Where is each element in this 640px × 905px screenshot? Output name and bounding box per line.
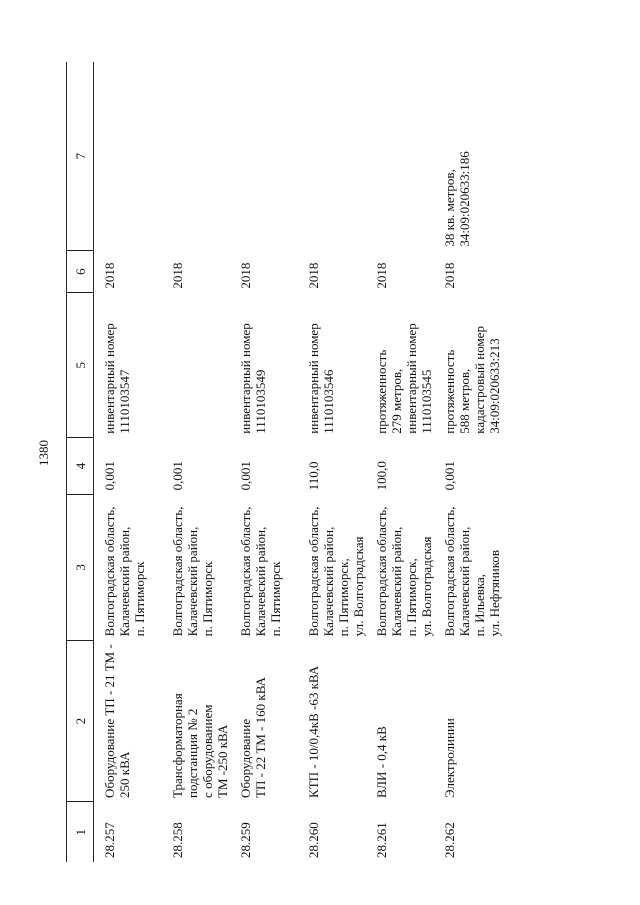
cell-line: инвентарный номер bbox=[102, 323, 117, 434]
object-name-cell bbox=[230, 640, 298, 802]
cell-line: инвентарный номер bbox=[404, 323, 419, 434]
header-col-2: 2 bbox=[67, 640, 94, 802]
year-cell: 2018 bbox=[102, 262, 117, 289]
extra-cell bbox=[298, 62, 366, 251]
object-name-cell bbox=[162, 640, 230, 802]
cell-line: 588 метров, bbox=[457, 368, 472, 434]
extra-cell bbox=[94, 62, 163, 251]
property-table bbox=[66, 62, 522, 862]
table-row bbox=[366, 62, 434, 862]
extra-cell bbox=[230, 62, 298, 251]
description-cell bbox=[162, 293, 230, 438]
cell-line: протяженность bbox=[442, 349, 457, 434]
cell-line: кадастровый номер bbox=[472, 326, 487, 434]
table-row bbox=[162, 62, 230, 862]
cell-line: п. Ильевка, bbox=[472, 574, 487, 637]
value-cell: 100,0 bbox=[374, 461, 389, 491]
page-number: 1380 bbox=[36, 440, 51, 466]
row-number-cell: 28.262 bbox=[442, 822, 457, 858]
cell-line: п. Пятиморск bbox=[200, 561, 215, 637]
description-cell bbox=[434, 293, 522, 438]
description-cell bbox=[230, 293, 298, 438]
header-col-7: 7 bbox=[67, 62, 94, 251]
extra-cell bbox=[434, 62, 522, 251]
object-name-cell bbox=[366, 640, 434, 802]
cell-line: Волгоградская область, bbox=[442, 506, 457, 637]
cell-line: Электролинии bbox=[442, 718, 457, 798]
cell-line: 34:09:020633:213 bbox=[487, 338, 502, 434]
cell-line: Волгоградская область, bbox=[374, 506, 389, 637]
cell-line: п. Пятиморск bbox=[132, 561, 147, 637]
cell-line: 38 кв. метров, bbox=[442, 169, 457, 247]
year-cell: 2018 bbox=[238, 262, 253, 289]
cell-line: ул. Нефтяников bbox=[487, 549, 502, 637]
table-row bbox=[94, 62, 163, 862]
cell-line: Калачевский район, bbox=[389, 526, 404, 637]
cell-line: Волгоградская область, bbox=[102, 506, 117, 637]
address-cell bbox=[366, 494, 434, 640]
value-cell: 0,001 bbox=[238, 461, 253, 491]
row-number-cell: 28.261 bbox=[374, 822, 389, 858]
address-cell bbox=[434, 494, 522, 640]
row-number-cell: 28.258 bbox=[170, 822, 185, 858]
row-number-cell: 28.259 bbox=[238, 822, 253, 858]
table-row bbox=[298, 62, 366, 862]
year-cell: 2018 bbox=[442, 262, 457, 289]
cell-line: п. Пятиморск, bbox=[336, 558, 351, 637]
year-cell: 2018 bbox=[306, 262, 321, 289]
cell-line: ВЛИ - 0,4 кВ bbox=[374, 726, 389, 798]
year-cell: 2018 bbox=[374, 262, 389, 289]
header-col-1: 1 bbox=[67, 802, 94, 862]
cell-line: подстанция № 2 bbox=[185, 708, 200, 798]
cell-line: Калачевский район, bbox=[185, 526, 200, 637]
header-col-6: 6 bbox=[67, 251, 94, 293]
cell-line: инвентарный номер bbox=[238, 323, 253, 434]
address-cell bbox=[230, 494, 298, 640]
cell-line: Калачевский район, bbox=[321, 526, 336, 637]
value-cell: 110,0 bbox=[306, 461, 321, 491]
cell-line: 1110103545 bbox=[419, 369, 434, 434]
cell-line: Трансформаторная bbox=[170, 693, 185, 798]
year-cell: 2018 bbox=[170, 262, 185, 289]
cell-line: Калачевский район, bbox=[253, 526, 268, 637]
header-col-5: 5 bbox=[67, 293, 94, 438]
value-cell: 0,001 bbox=[102, 461, 117, 491]
header-col-4: 4 bbox=[67, 438, 94, 495]
cell-line: ТМ -250 кВА bbox=[215, 724, 230, 798]
description-cell bbox=[366, 293, 434, 438]
value-cell: 0,001 bbox=[442, 461, 457, 491]
cell-line: п. Пятиморск, bbox=[404, 558, 419, 637]
cell-line: Калачевский район, bbox=[117, 526, 132, 637]
header-col-3: 3 bbox=[67, 494, 94, 640]
address-cell bbox=[298, 494, 366, 640]
extra-cell bbox=[366, 62, 434, 251]
cell-line: Калачевский район, bbox=[457, 526, 472, 637]
cell-line: 34:09:020633:186 bbox=[457, 151, 472, 247]
object-name-cell bbox=[94, 640, 163, 802]
cell-line: Оборудование ТП - 21 ТМ - bbox=[102, 644, 117, 798]
cell-line: Волгоградская область, bbox=[170, 506, 185, 637]
extra-cell bbox=[162, 62, 230, 251]
row-number-cell: 28.260 bbox=[306, 822, 321, 858]
cell-line: ул. Волгоградская bbox=[419, 536, 434, 637]
cell-line: 1110103546 bbox=[321, 369, 336, 434]
table-row bbox=[434, 62, 522, 862]
cell-line: Волгоградская область, bbox=[238, 506, 253, 637]
table-body bbox=[94, 62, 523, 862]
description-cell bbox=[94, 293, 163, 438]
address-cell bbox=[94, 494, 163, 640]
address-cell bbox=[162, 494, 230, 640]
cell-line: с оборудованием bbox=[200, 704, 215, 798]
value-cell: 0,001 bbox=[170, 461, 185, 491]
cell-line: Оборудование bbox=[238, 718, 253, 798]
rotated-table-container bbox=[66, 62, 636, 862]
cell-line: 1110103549 bbox=[253, 369, 268, 434]
header-row bbox=[67, 62, 94, 862]
cell-line: 1110103547 bbox=[117, 369, 132, 434]
cell-line: Волгоградская область, bbox=[306, 506, 321, 637]
cell-line: протяженность bbox=[374, 349, 389, 434]
table-row bbox=[230, 62, 298, 862]
object-name-cell bbox=[434, 640, 522, 802]
cell-line: КТП - 10/0,4кВ -63 кВА bbox=[306, 665, 321, 798]
row-number-cell: 28.257 bbox=[102, 822, 117, 858]
description-cell bbox=[298, 293, 366, 438]
object-name-cell bbox=[298, 640, 366, 802]
cell-line: 279 метров, bbox=[389, 368, 404, 434]
cell-line: 250 кВА bbox=[117, 751, 132, 798]
cell-line: ул. Волгоградская bbox=[351, 536, 366, 637]
cell-line: п. Пятиморск bbox=[268, 561, 283, 637]
cell-line: инвентарный номер bbox=[306, 323, 321, 434]
cell-line: ТП - 22 ТМ - 160 кВА bbox=[253, 677, 268, 798]
